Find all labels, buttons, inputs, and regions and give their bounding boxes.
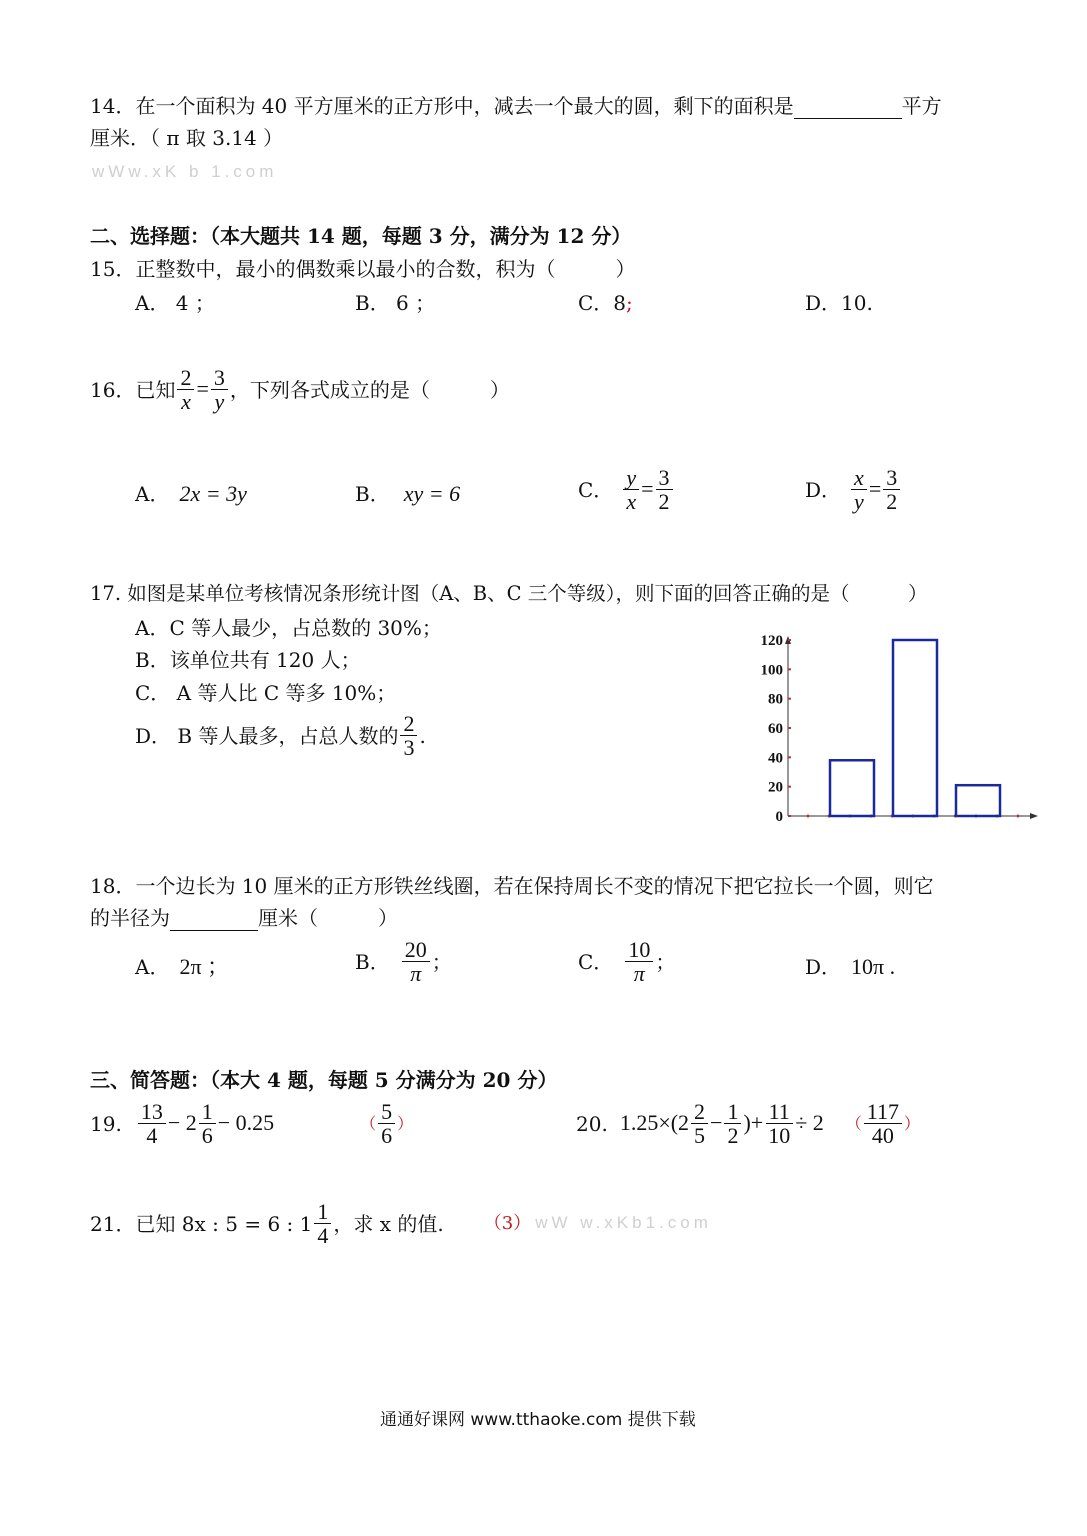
q21: 21．已知 8x : 5 = 6 : 1 $\frac{1}{4}$ ，求 x 的值. （3） wW w.xKb1.com xyxy=(90,1199,712,1249)
q21-answer: （3） xyxy=(483,1212,532,1234)
y-tick-label: 0 xyxy=(775,809,783,825)
q18-option-c: C． $\frac{10}{\pi}$ ； xyxy=(578,937,676,987)
chart-bar xyxy=(956,785,1000,816)
q18-line1: 18．一个边长为 10 厘米的正方形铁丝线圈，若在保持周长不变的情况下把它拉长一个圆，则它 xyxy=(90,874,934,898)
q16-stem: 16．已知 $\frac{2}{x}$ = $\frac{3}{y}$ ，下列各式成立的是（ ） xyxy=(90,365,510,415)
q17-option-d: D． B 等人最多，占总人数的 $\frac{2}{3}$ . xyxy=(135,711,426,761)
q17-option-a: A．C 等人最少，占总数的 30%； xyxy=(135,616,442,640)
y-tick-label: 100 xyxy=(760,662,783,679)
x-tick-mark xyxy=(807,815,810,818)
y-tick-label: 60 xyxy=(768,721,783,737)
q15-option-c-text: C．8 xyxy=(578,291,627,315)
q16-fraction-1: $\frac{2}{x}$ xyxy=(177,366,194,413)
q18-line2: 的半径为 厘米（ ） xyxy=(90,906,398,930)
x-tick-mark xyxy=(1017,815,1020,818)
q15-stem: 15．正整数中，最小的偶数乘以最小的合数，积为（ ） xyxy=(90,257,636,281)
q19: 19. $\frac{13}{4}$ − 2 $\frac{1}{6}$ − 0.25 （ $\frac{5}{6}$ ） xyxy=(90,1099,414,1149)
q20: 20. 1.25×(2 $\frac{2}{5}$ − $\frac{1}{2}$ )+ $\frac{11}{10}$ ÷ 2 （ $\frac{117}{40}$ ） xyxy=(576,1099,920,1149)
q15-option-c-mark: ; xyxy=(626,291,633,315)
q18-option-b: B． $\frac{20}{\pi}$ ； xyxy=(355,937,452,987)
q18-option-d: D． 10π . xyxy=(805,954,896,980)
q20-answer: $\frac{117}{40}$ xyxy=(864,1100,902,1147)
q17-stem: 17. 如图是某单位考核情况条形统计图（A、B、C 三个等级），则下面的回答正确的是（ ） xyxy=(90,582,928,605)
footer: 通通好课网 www.tthaoke.com 提供下载 xyxy=(380,1410,696,1430)
x-axis-arrow-icon xyxy=(1030,813,1038,819)
q16-fraction-2: $\frac{3}{y}$ xyxy=(211,366,228,413)
chart-bar xyxy=(830,760,874,816)
q15-option-c xyxy=(578,291,633,315)
y-tick-label: 20 xyxy=(768,779,783,796)
q16-option-b: B． xy = 6 xyxy=(355,481,461,507)
q19-answer: $\frac{5}{6}$ xyxy=(378,1100,395,1147)
q14-line2: 厘米．（ π 取 3.14 ） xyxy=(90,126,284,150)
q19-number: 19. xyxy=(90,1111,122,1136)
q17-option-c: C． A 等人比 C 等多 10%； xyxy=(135,681,397,705)
q16-number: 16．已知 xyxy=(90,377,176,402)
chart-bars xyxy=(830,640,1000,816)
q18-answer-blank xyxy=(170,906,258,931)
section-3-title: 三、简答题：（本大 4 题，每题 5 分满分为 20 分） xyxy=(90,1068,558,1092)
q16-option-c: C． $\frac{y}{x}$ = $\frac{3}{2}$ xyxy=(578,466,675,513)
q15-option-a: A． 4 ； xyxy=(135,291,215,315)
q14-text-tail: 平方 xyxy=(901,94,942,118)
chart-y-ticks xyxy=(761,633,792,825)
y-tick-label: 120 xyxy=(760,633,783,649)
q14-answer-blank xyxy=(794,94,902,119)
q15-option-d: D．10. xyxy=(805,291,873,315)
y-tick-label: 80 xyxy=(768,691,783,708)
q16-stem-tail: ，下列各式成立的是（ ） xyxy=(229,377,510,402)
q16-option-d: D． $\frac{x}{y}$ = $\frac{3}{2}$ xyxy=(805,466,902,513)
q15-option-b: B． 6 ； xyxy=(355,291,436,315)
y-tick-label: 40 xyxy=(768,750,783,767)
watermark-2: wW w.xKb1.com xyxy=(535,1213,712,1233)
chart-bar xyxy=(893,640,937,816)
q20-number: 20. xyxy=(576,1111,608,1136)
bar-chart xyxy=(740,628,1045,838)
watermark: wWw.xK b 1.com xyxy=(92,162,278,181)
section-2-title: 二、选择题：（本大题共 14 题，每题 3 分，满分为 12 分） xyxy=(90,224,632,248)
q18-option-a: A． 2π ； xyxy=(135,954,230,980)
q16-option-a: A． 2x = 3y xyxy=(135,481,247,507)
q17-option-b: B．该单位共有 120 人； xyxy=(135,648,361,672)
q14-text: 14．在一个面积为 40 平方厘米的正方形中，减去一个最大的圆，剩下的面积是 xyxy=(90,94,794,118)
q21-text: 21．已知 8x : 5 = 6 : 1 xyxy=(90,1211,313,1236)
q14-line1 xyxy=(90,94,942,119)
